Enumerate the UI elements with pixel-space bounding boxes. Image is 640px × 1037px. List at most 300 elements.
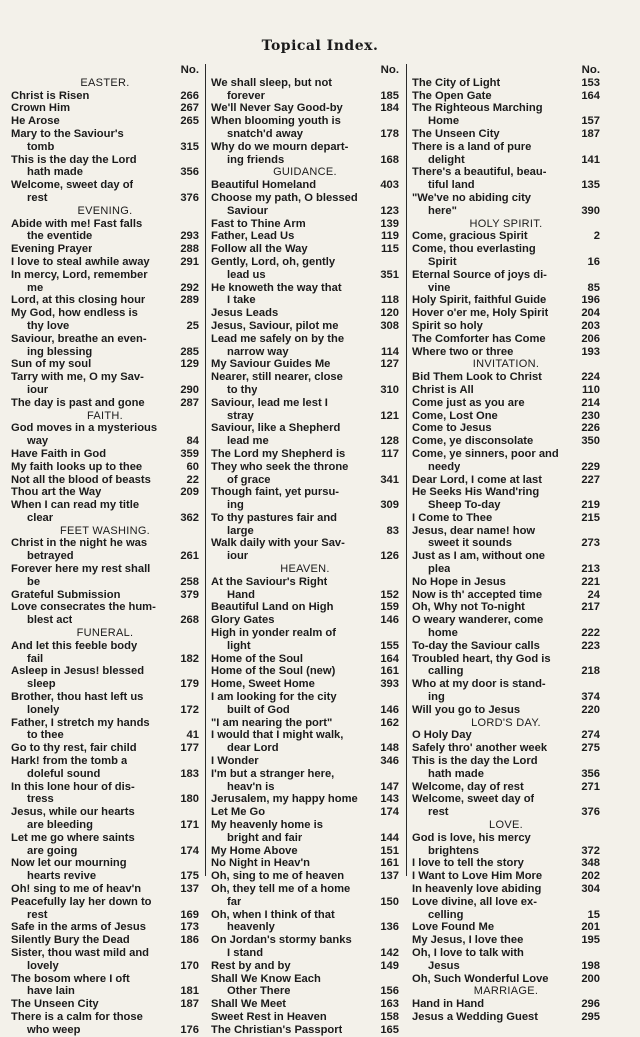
index-entry[interactable]	[211, 614, 399, 627]
index-entry[interactable]	[211, 218, 399, 231]
index-entry[interactable]	[11, 499, 199, 525]
index-entry[interactable]	[11, 154, 199, 180]
hymn-title-text: I would that I might walk,	[211, 729, 344, 742]
hymn-number: 156	[380, 985, 399, 998]
hymn-title-text: Eternal Source of joys di-	[412, 268, 547, 281]
hymn-title-text: plea	[428, 563, 451, 576]
hymn-title-text: Just as I am, without one	[412, 550, 546, 563]
hymn-number: 390	[581, 204, 600, 217]
hymn-title-text: Oh, Such Wonderful Love	[412, 972, 549, 985]
hymn-number: 224	[581, 371, 600, 384]
hymn-title-text: Come, ye sinners, poor and	[412, 447, 559, 460]
hymn-title-text: The bosom where I oft	[11, 972, 130, 985]
index-entry[interactable]	[412, 525, 600, 551]
index-entry[interactable]	[412, 614, 600, 640]
hymn-title-text: Oh, they tell me of a home	[211, 883, 351, 895]
hymn-number: 60	[186, 460, 199, 473]
hymn-number: 139	[380, 217, 399, 230]
hymn-number: 149	[380, 959, 399, 972]
index-entry[interactable]	[211, 179, 399, 192]
index-entry[interactable]	[412, 640, 600, 653]
index-entry[interactable]	[412, 486, 600, 512]
index-entry[interactable]	[211, 422, 399, 448]
index-entry[interactable]	[11, 422, 199, 448]
index-entry[interactable]	[11, 448, 199, 461]
hymn-title-text: Why do we mourn depart-	[211, 140, 349, 153]
hymn-title-text: I love to steal awhile away	[11, 255, 150, 268]
index-entry[interactable]	[211, 1024, 399, 1037]
index-entry[interactable]	[412, 371, 600, 384]
hymn-title-text: doleful sound	[27, 767, 101, 780]
index-entry[interactable]	[11, 474, 199, 487]
index-entry[interactable]	[11, 691, 199, 717]
hymn-title-text: Let Me Go	[211, 806, 266, 819]
index-entry[interactable]	[412, 947, 600, 973]
hymn-number: 265	[180, 115, 199, 128]
index-entry[interactable]	[412, 755, 600, 781]
index-entry[interactable]	[412, 166, 600, 192]
hymn-number: 292	[180, 281, 199, 294]
hymn-title-text: rest	[27, 191, 48, 204]
index-entry[interactable]	[211, 627, 399, 653]
hymn-title-text: lovely	[27, 959, 59, 972]
hymn-number: 268	[180, 614, 199, 627]
index-entry[interactable]	[412, 397, 600, 410]
hymn-title-text: God is love, his mercy	[412, 831, 531, 844]
section-heading: EASTER.	[80, 76, 130, 89]
hymn-title-text: Silently Bury the Dead	[11, 934, 130, 947]
hymn-title-text: No Hope in Jesus	[412, 575, 506, 588]
hymn-title-text: He knoweth the way that	[211, 281, 342, 294]
index-entry[interactable]	[412, 998, 600, 1011]
index-entry[interactable]	[211, 358, 399, 371]
hymn-title-text: High in yonder realm of	[211, 627, 336, 640]
index-entry[interactable]	[11, 589, 199, 602]
hymn-title-text: Come, gracious Spirit	[412, 230, 528, 243]
index-entry[interactable]	[412, 934, 600, 947]
hymn-title-text: At the Saviour's Right	[211, 575, 328, 588]
index-entry[interactable]	[11, 781, 199, 807]
index-entry[interactable]	[11, 717, 199, 743]
index-entry[interactable]	[11, 883, 199, 896]
index-entry[interactable]	[211, 678, 399, 691]
index-entry[interactable]	[412, 704, 600, 717]
index-entry[interactable]	[412, 1011, 600, 1024]
index-entry[interactable]	[412, 857, 600, 870]
hymn-title-text: rest	[428, 806, 449, 819]
section-heading: FUNERAL.	[76, 627, 134, 640]
index-entry[interactable]	[412, 192, 600, 218]
hymn-number: 203	[581, 319, 600, 332]
index-entry[interactable]	[412, 921, 600, 934]
number-header: No.	[380, 64, 399, 76]
index-entry[interactable]	[211, 230, 399, 243]
index-entry[interactable]	[11, 179, 199, 205]
index-entry[interactable]	[211, 102, 399, 115]
hymn-number: 193	[581, 345, 600, 358]
index-entry[interactable]	[412, 102, 600, 128]
index-entry[interactable]	[412, 410, 600, 423]
hymn-number: 176	[180, 1023, 199, 1036]
index-entry[interactable]	[211, 909, 399, 935]
hymn-title-text: There is a land of pure	[412, 140, 532, 153]
index-entry[interactable]	[211, 576, 399, 602]
hymn-number: 174	[180, 844, 199, 857]
index-entry[interactable]	[11, 806, 199, 832]
index-entry[interactable]	[11, 102, 199, 115]
hymn-number: 16	[587, 255, 600, 268]
index-entry[interactable]	[11, 742, 199, 755]
index-entry[interactable]	[211, 883, 399, 909]
hymn-number: 128	[380, 435, 399, 448]
hymn-title-text: Now is th' accepted time	[412, 588, 543, 601]
index-entry[interactable]	[211, 845, 399, 858]
index-entry[interactable]	[211, 448, 399, 461]
hymn-title-text: This is the day the Lord	[412, 755, 538, 768]
hymn-title-text: Saviour, like a Shepherd	[211, 422, 341, 435]
hymn-title-text: There's a beautiful, beau-	[412, 166, 547, 179]
index-column-1	[11, 64, 199, 1037]
hymn-title-text: Beautiful Homeland	[211, 179, 317, 192]
index-entry[interactable]	[412, 474, 600, 487]
index-entry[interactable]	[211, 857, 399, 870]
index-entry[interactable]	[412, 269, 600, 295]
hymn-title-text: In mercy, Lord, remember	[11, 268, 148, 281]
index-entry[interactable]	[11, 115, 199, 128]
index-entry[interactable]	[211, 755, 399, 768]
hymn-title-text: Bid Them Look to Christ	[412, 371, 542, 384]
hymn-number: 374	[581, 691, 600, 704]
index-entry[interactable]	[211, 115, 399, 141]
index-entry[interactable]	[412, 333, 600, 346]
index-entry[interactable]	[11, 537, 199, 563]
hymn-number: 137	[180, 883, 199, 895]
index-entry[interactable]	[11, 397, 199, 410]
hymn-title-text: Dear Lord, I come at last	[412, 473, 542, 486]
index-entry[interactable]	[412, 435, 600, 448]
index-entry[interactable]	[11, 755, 199, 781]
hymn-title-text: are going	[27, 844, 78, 857]
index-entry[interactable]	[211, 256, 399, 282]
hymn-number: 126	[380, 550, 399, 563]
hymn-title-text: Sweet Rest in Heaven	[211, 1010, 327, 1023]
hymn-title-text: The Lord my Shepherd is	[211, 447, 346, 460]
hymn-number: 173	[180, 921, 199, 934]
index-entry[interactable]	[412, 729, 600, 742]
index-entry[interactable]	[412, 742, 600, 755]
hymn-number: 214	[581, 396, 600, 409]
index-entry[interactable]	[11, 947, 199, 973]
index-entry[interactable]	[11, 857, 199, 883]
index-entry[interactable]	[412, 589, 600, 602]
hymn-title-text: The Comforter has Come	[412, 332, 546, 345]
index-entry[interactable]	[412, 550, 600, 576]
index-entry[interactable]	[211, 870, 399, 883]
hymn-number: 289	[180, 294, 199, 307]
index-entry[interactable]	[412, 793, 600, 819]
hymn-title-text: stray	[227, 409, 254, 422]
index-entry[interactable]	[11, 128, 199, 154]
hymn-number: 315	[180, 140, 199, 153]
index-entry[interactable]	[412, 678, 600, 704]
hymn-title-text: who weep	[27, 1023, 81, 1036]
index-entry[interactable]	[412, 653, 600, 679]
hymn-title-text: Now let our mourning	[11, 857, 127, 870]
hymn-title-text: I'm but a stranger here,	[211, 767, 335, 780]
hymn-title-text: Welcome, sweet day of	[412, 793, 535, 806]
hymn-number: 25	[186, 319, 199, 332]
index-entry[interactable]	[11, 243, 199, 256]
index-entry[interactable]	[11, 486, 199, 499]
index-entry[interactable]	[211, 537, 399, 563]
hymn-number: 152	[380, 588, 399, 601]
index-entry[interactable]	[412, 90, 600, 103]
index-entry[interactable]	[211, 77, 399, 103]
index-entry[interactable]	[211, 998, 399, 1011]
index-entry[interactable]	[11, 921, 199, 934]
hymn-number: 185	[380, 89, 399, 102]
index-entry[interactable]	[412, 307, 600, 320]
index-entry[interactable]	[211, 371, 399, 397]
index-entry[interactable]	[11, 218, 199, 244]
hymn-number: 274	[581, 729, 600, 742]
index-entry[interactable]	[211, 717, 399, 730]
index-entry[interactable]	[211, 768, 399, 794]
index-entry[interactable]	[11, 333, 199, 359]
hymn-title-text: Beautiful Land on High	[211, 601, 334, 614]
hymn-number: 198	[581, 959, 600, 972]
hymn-number: 258	[180, 575, 199, 588]
hymn-title-text: thy love	[27, 319, 70, 332]
hymn-number: 148	[380, 742, 399, 755]
index-entry[interactable]	[211, 973, 399, 999]
index-entry[interactable]	[11, 371, 199, 397]
index-entry[interactable]	[412, 128, 600, 141]
hymn-title-text: be	[27, 575, 41, 588]
hymn-number: 85	[587, 281, 600, 294]
index-entry[interactable]	[11, 461, 199, 474]
hymn-title-text: My heavenly home is	[211, 819, 323, 832]
hymn-title-text: Sun of my soul	[11, 358, 92, 371]
index-entry[interactable]	[211, 806, 399, 819]
hymn-title-text: iour	[27, 383, 49, 396]
hymn-number: 348	[581, 857, 600, 870]
hymn-title-text: Oh! sing to me of heav'n	[11, 883, 142, 895]
hymn-title-text: Crown Him	[11, 102, 71, 115]
index-entry[interactable]	[412, 77, 600, 90]
index-entry[interactable]	[412, 601, 600, 614]
index-entry[interactable]	[211, 282, 399, 308]
hymn-number: 227	[581, 473, 600, 486]
index-entry[interactable]	[412, 294, 600, 307]
hymn-number: 362	[180, 511, 199, 524]
index-entry[interactable]	[11, 934, 199, 947]
hymn-title-text: The Christian's Passport	[211, 1023, 343, 1036]
index-entry[interactable]	[11, 973, 199, 999]
hymn-title-text: Fast to Thine Arm	[211, 217, 306, 230]
index-entry[interactable]	[211, 960, 399, 973]
hymn-title-text: delight	[428, 153, 465, 166]
hymn-title-text: Jesus, Saviour, pilot me	[211, 319, 339, 332]
page-title: Topical Index.	[261, 38, 379, 54]
hymn-title-text: Brother, thou hast left us	[11, 691, 144, 704]
hymn-title-text: Have Faith in God	[11, 447, 107, 460]
index-entry[interactable]	[11, 563, 199, 589]
index-entry[interactable]	[412, 448, 600, 474]
index-entry[interactable]	[412, 832, 600, 858]
hymn-title-text: The City of Light	[412, 76, 501, 89]
index-entry[interactable]	[412, 243, 600, 269]
hymn-title-text: large	[227, 524, 254, 537]
hymn-title-text: ing	[428, 691, 445, 704]
hymn-number: 179	[180, 678, 199, 691]
hymn-title-text: There is a calm for those	[11, 1010, 143, 1023]
hymn-title-text: Asleep in Jesus! blessed	[11, 665, 145, 678]
index-entry[interactable]	[211, 793, 399, 806]
index-entry[interactable]	[11, 640, 199, 666]
hymn-number: 170	[180, 959, 199, 972]
hymn-title-text: The day is past and gone	[11, 396, 145, 409]
hymn-title-text: to thy	[227, 383, 258, 396]
index-entry[interactable]	[11, 1011, 199, 1037]
hymn-title-text: Gently, Lord, oh, gently	[211, 255, 336, 268]
hymn-number: 351	[380, 268, 399, 281]
index-entry[interactable]	[11, 896, 199, 922]
index-entry[interactable]	[211, 397, 399, 423]
hymn-number: 218	[581, 665, 600, 678]
index-entry[interactable]	[211, 243, 399, 256]
hymn-title-text: Come, Lost One	[412, 409, 498, 422]
hymn-title-text: the eventide	[27, 230, 93, 243]
hymn-number: 146	[380, 703, 399, 716]
index-entry[interactable]	[412, 346, 600, 359]
hymn-title-text: hearts revive	[27, 870, 97, 883]
index-entry[interactable]	[412, 781, 600, 794]
hymn-number: 393	[380, 678, 399, 691]
index-entry[interactable]	[211, 691, 399, 717]
hymn-number: 376	[581, 806, 600, 819]
hymn-title-text: clear	[27, 511, 54, 524]
index-entry[interactable]	[11, 269, 199, 295]
index-entry[interactable]	[211, 141, 399, 167]
index-entry[interactable]	[11, 998, 199, 1011]
index-entry[interactable]	[11, 256, 199, 269]
index-entry[interactable]	[412, 870, 600, 883]
hymn-title-text: Thou art the Way	[11, 486, 102, 499]
hymn-title-text: vine	[428, 281, 451, 294]
hymn-title-text: When I can read my title	[11, 499, 140, 512]
index-entry[interactable]	[211, 461, 399, 487]
index-entry[interactable]	[211, 665, 399, 678]
hymn-number: 142	[380, 946, 399, 959]
hymn-title-text: I love to tell the story	[412, 857, 524, 870]
hymn-title-text: Jerusalem, my happy home	[211, 793, 358, 806]
hymn-number: 172	[180, 703, 199, 716]
hymn-title-text: Home	[428, 115, 460, 128]
hymn-title-text: far	[227, 895, 242, 908]
hymn-title-text: Christ is All	[412, 383, 474, 396]
index-entry[interactable]	[211, 307, 399, 320]
index-entry[interactable]	[11, 832, 199, 858]
hymn-number: 287	[180, 396, 199, 409]
index-entry[interactable]	[211, 934, 399, 960]
index-entry[interactable]	[211, 512, 399, 538]
section-heading: HOLY SPIRIT.	[469, 217, 543, 230]
hymn-title-text: Love divine, all love ex-	[412, 895, 537, 908]
hymn-title-text: Let me go where saints	[11, 831, 135, 844]
hymn-title-text: tiful land	[428, 179, 475, 192]
index-entry[interactable]	[412, 883, 600, 896]
index-entry[interactable]	[412, 230, 600, 243]
index-entry[interactable]	[211, 192, 399, 218]
hymn-number: 136	[380, 921, 399, 934]
index-entry[interactable]	[412, 896, 600, 922]
hymn-title-text: They who seek the throne	[211, 460, 349, 473]
hymn-title-text: Christ in the night he was	[11, 537, 148, 550]
hymn-title-text: Jesus	[428, 959, 460, 972]
hymn-number: 221	[581, 575, 600, 588]
hymn-title-text: lead us	[227, 268, 266, 281]
hymn-title-text: I stand	[227, 946, 264, 959]
hymn-number: 356	[581, 767, 600, 780]
index-entry[interactable]	[211, 1011, 399, 1024]
index-entry[interactable]	[11, 294, 199, 307]
index-entry[interactable]	[11, 90, 199, 103]
hymn-number: 161	[380, 665, 399, 678]
hymn-title-text: Spirit	[428, 255, 457, 268]
section-heading: LORD'S DAY.	[471, 716, 541, 729]
hymn-title-text: lonely	[27, 703, 60, 716]
hymn-number: 15	[587, 908, 600, 921]
index-entry[interactable]	[211, 653, 399, 666]
hymn-number: 117	[380, 447, 399, 460]
index-entry[interactable]	[11, 601, 199, 627]
hymn-title-text: Oh, sing to me of heaven	[211, 870, 345, 883]
hymn-number: 163	[380, 998, 399, 1011]
index-entry[interactable]	[211, 320, 399, 333]
hymn-title-text: Walk daily with your Sav-	[211, 537, 345, 550]
index-entry[interactable]	[412, 320, 600, 333]
index-entry[interactable]	[412, 422, 600, 435]
hymn-title-text: I Come to Thee	[412, 511, 493, 524]
hymn-number: 186	[180, 934, 199, 947]
hymn-title-text: Sheep To-day	[428, 499, 501, 512]
hymn-title-text: Shall We Meet	[211, 998, 287, 1011]
index-entry[interactable]	[412, 973, 600, 986]
hymn-number: 226	[581, 422, 600, 435]
index-entry[interactable]	[11, 307, 199, 333]
index-entry[interactable]	[211, 486, 399, 512]
hymn-number: 121	[380, 409, 399, 422]
index-entry[interactable]	[11, 665, 199, 691]
hymn-title-text: Father, Lead Us	[211, 230, 295, 243]
hymn-title-text: Safely thro' another week	[412, 742, 548, 755]
index-entry[interactable]	[211, 601, 399, 614]
hymn-number: 153	[581, 76, 600, 89]
hymn-number: 155	[380, 639, 399, 652]
index-entry[interactable]	[211, 333, 399, 359]
index-entry[interactable]	[211, 729, 399, 755]
index-entry[interactable]	[412, 384, 600, 397]
hymn-number: 175	[180, 870, 199, 883]
index-entry[interactable]	[412, 576, 600, 589]
hymn-title-text: The Unseen City	[11, 998, 99, 1011]
index-entry[interactable]	[412, 512, 600, 525]
index-entry[interactable]	[211, 819, 399, 845]
index-entry[interactable]	[412, 141, 600, 167]
index-entry[interactable]	[11, 358, 199, 371]
section-heading: INVITATION.	[472, 358, 540, 371]
